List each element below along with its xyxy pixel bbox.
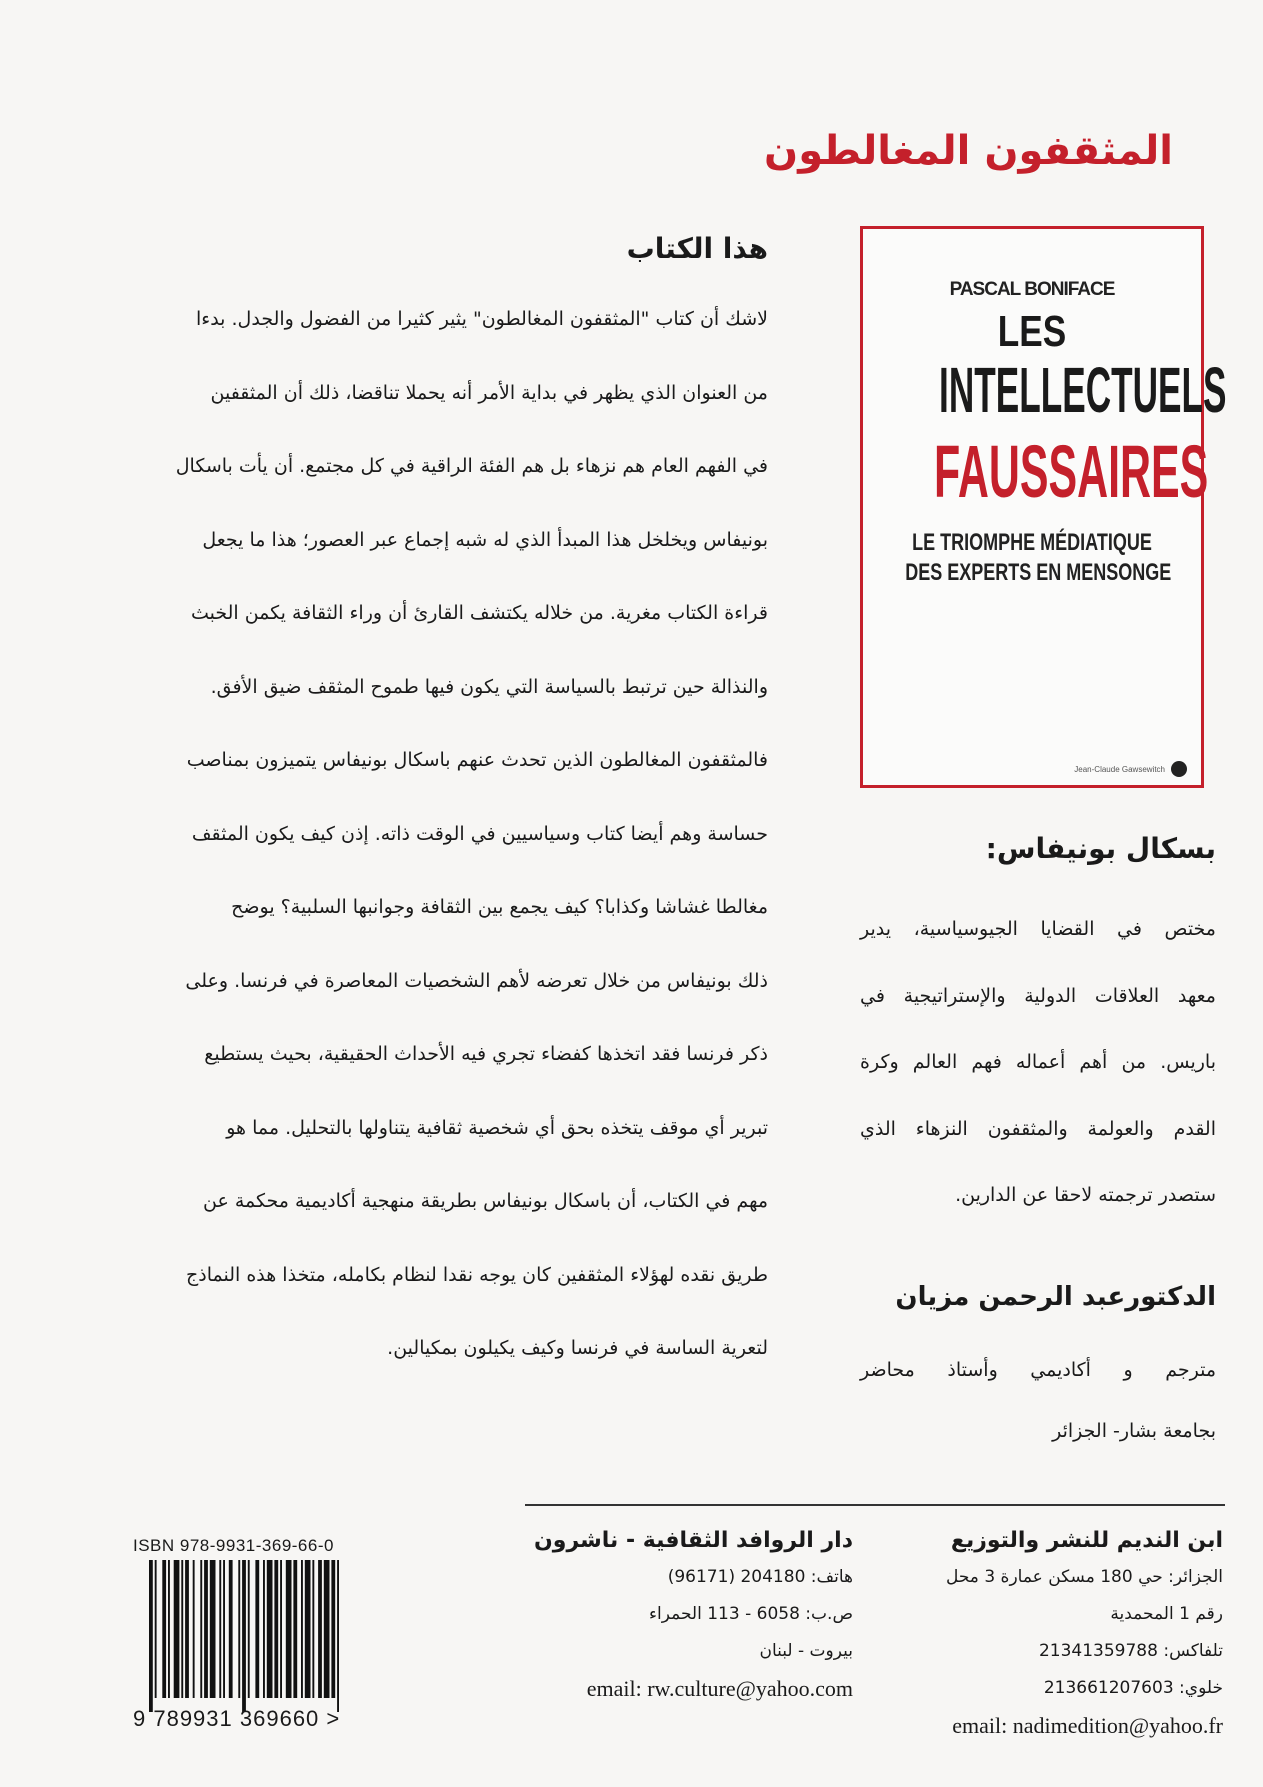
author-heading: بسكال بونيفاس:: [985, 832, 1216, 865]
publisher-logo-icon: [1171, 761, 1187, 777]
barcode-bar: [280, 1560, 282, 1698]
cover-publisher: [1074, 761, 1187, 777]
barcode-bars: [149, 1560, 429, 1712]
author-bio-line: القدم والعولمة والمثقفون النزهاء الذي: [860, 1117, 1216, 1140]
author-bio-line: ستصدر ترجمته لاحقا عن الدارين.: [955, 1184, 1216, 1206]
barcode-bar: [174, 1560, 180, 1698]
publisher-fax: تلفاكس: 21341359788: [1038, 1641, 1223, 1661]
barcode-bar: [162, 1560, 166, 1698]
barcode-bar: [149, 1560, 153, 1712]
publisher-email[interactable]: email: nadimedition@yahoo.fr: [952, 1713, 1223, 1738]
about-line: ذكر فرنسا فقد اتخذها كفضاء تجري فيه الأحداث الحقيقية، بحيث يستطيع: [204, 1043, 768, 1065]
author-bio-line: باريس. من أهم أعماله فهم العالم وكرة: [860, 1051, 1216, 1073]
book-cover-image: [860, 226, 1227, 788]
divider: [525, 1504, 1225, 1506]
barcode-bar: [337, 1560, 339, 1712]
publisher-name: دار الروافد الثقافية - ناشرون: [534, 1528, 853, 1553]
barcode-bar: [242, 1560, 246, 1712]
about-line: حساسة وهم أيضا كتاب وسياسيين في الوقت ذاته. إذن كيف يكون المثقف: [191, 822, 768, 845]
barcode-bar: [312, 1560, 314, 1698]
barcode-bar: [318, 1560, 322, 1698]
barcode-bar: [293, 1560, 297, 1698]
barcode-bar: [210, 1560, 216, 1698]
barcode-bar: [286, 1560, 292, 1698]
barcode-bar: [229, 1560, 233, 1698]
barcode-bar: [219, 1560, 221, 1698]
about-line: لاشك أن كتاب "المثقفون المغالطون" يثير كثيرا من الفضول والجدل. بدءا: [196, 308, 768, 330]
publisher-mobile: خلوي: 213661207603: [1043, 1678, 1223, 1698]
about-line: من العنوان الذي يظهر في بداية الأمر أنه يحملا تناقضا، ذلك أن المثقفين: [210, 381, 768, 404]
barcode-bar: [305, 1560, 311, 1698]
publisher-address: الجزائر: حي 180 مسكن عمارة 3 محل: [945, 1567, 1223, 1587]
barcode-bar: [185, 1560, 189, 1698]
barcode-bar: [168, 1560, 170, 1698]
cover-publisher-name: Jean-Claude Gawsewitch: [1074, 764, 1165, 774]
about-line: مغالطا غشاشا وكذابا؟ كيف يجمع بين الثقافة وجوانبها السلبية؟ يوضح: [231, 896, 768, 918]
barcode-bar: [324, 1560, 330, 1698]
about-line: ذلك بونيفاس من خلال تعرضه لأهم الشخصيات المعاصرة في فرنسا. وعلى: [185, 969, 768, 992]
publisher-phone: هاتف: 204180 (96171): [667, 1567, 853, 1587]
translator-bio: [860, 1340, 1216, 1462]
barcode-digits: 9 789931 369660 >: [133, 1706, 341, 1731]
publisher-name: ابن النديم للنشر والتوزيع: [950, 1528, 1223, 1553]
author-bio: [860, 896, 1216, 1229]
barcode-bar: [263, 1560, 265, 1698]
barcode-bar: [255, 1560, 259, 1698]
barcode-bar: [204, 1560, 208, 1698]
barcode-bar: [331, 1560, 335, 1698]
publisher-nadim: [867, 1528, 1223, 1739]
about-heading: هذا الكتاب: [626, 232, 768, 265]
barcode-bar: [223, 1560, 225, 1698]
barcode-bar: [155, 1560, 157, 1698]
translator-heading: الدكتورعبد الرحمن مزيان: [895, 1282, 1216, 1312]
publisher-address: رقم 1 المحمدية: [1110, 1604, 1223, 1624]
translator-bio-line: بجامعة بشار- الجزائر: [1052, 1420, 1216, 1442]
about-line: قراءة الكتاب مغرية. من خلاله يكتشف القارئ أن وراء الثقافة يكمن الخبث: [190, 602, 768, 624]
cover-title-faussaires: FAUSSAIRES: [933, 430, 1209, 513]
about-line: بونيفاس ويخلخل هذا المبدأ الذي له شبه إجماع عبر العصور؛ هذا ما يجعل: [202, 528, 768, 551]
book-title-arabic: المثقفون المغالطون: [764, 128, 1173, 174]
about-line: لتعرية الساسة في فرنسا وكيف يكيلون بمكيالين.: [387, 1337, 768, 1359]
about-body: [135, 283, 768, 1386]
barcode-bar: [301, 1560, 303, 1698]
barcode-bar: [248, 1560, 250, 1698]
isbn-text: ISBN 978-9931-369-66-0: [133, 1536, 334, 1555]
about-line: فالمثقفون المغالطون الذين تحدث عنهم باسكال بونيفاس يتميزون بمناصب: [186, 749, 768, 771]
barcode-bar: [200, 1560, 202, 1698]
about-line: تبرير أي موقف يتخذه بحق أي شخصية ثقافية يتناولها بالتحليل. مما هو: [226, 1116, 768, 1139]
about-line: والنذالة حين ترتبط بالسياسة التي يكون فيها طموح المثقف ضيق الأفق.: [210, 675, 768, 698]
publisher-po-box: ص.ب: 6058 - 113 الحمراء: [649, 1604, 853, 1624]
cover-subtitle-line2: DES EXPERTS EN MENSONGE: [905, 559, 1172, 586]
barcode-bar: [274, 1560, 278, 1698]
barcode-bar: [238, 1560, 240, 1698]
about-line: مهم في الكتاب، أن باسكال بونيفاس بطريقة منهجية أكاديمية محكمة عن: [203, 1190, 768, 1212]
about-line: في الفهم العام هم نزهاء بل هم الفئة الراقية في كل مجتمع. أن يأت باسكال: [175, 455, 768, 477]
barcode-bar: [267, 1560, 273, 1698]
barcode-bar: [181, 1560, 183, 1698]
cover-title-intellectuels: INTELLECTUELS: [939, 354, 1227, 426]
barcode-bar: [193, 1560, 195, 1698]
cover-title-les: LES: [997, 307, 1067, 356]
barcode: [133, 1536, 463, 1732]
cover-subtitle-line1: LE TRIOMPHE MÉDIATIQUE: [912, 529, 1152, 556]
author-bio-line: مختص في القضايا الجيوسياسية، يدير: [860, 918, 1216, 940]
publisher-email[interactable]: email: rw.culture@yahoo.com: [586, 1676, 853, 1701]
about-book-section: [135, 232, 768, 1386]
about-line: طريق نقده لهؤلاء المثقفين كان يوجه نقدا لنظام بكامله، متخذا هذه النماذج: [185, 1263, 768, 1286]
author-bio-line: معهد العلاقات الدولية والإستراتيجية في: [860, 984, 1216, 1007]
publisher-rawafed: [523, 1528, 853, 1702]
translator-bio-line: مترجم و أكاديمي وأستاذ محاضر: [860, 1359, 1216, 1381]
cover-author: PASCAL BONIFACE: [949, 279, 1115, 300]
publisher-city: بيروت - لبنان: [759, 1641, 853, 1661]
